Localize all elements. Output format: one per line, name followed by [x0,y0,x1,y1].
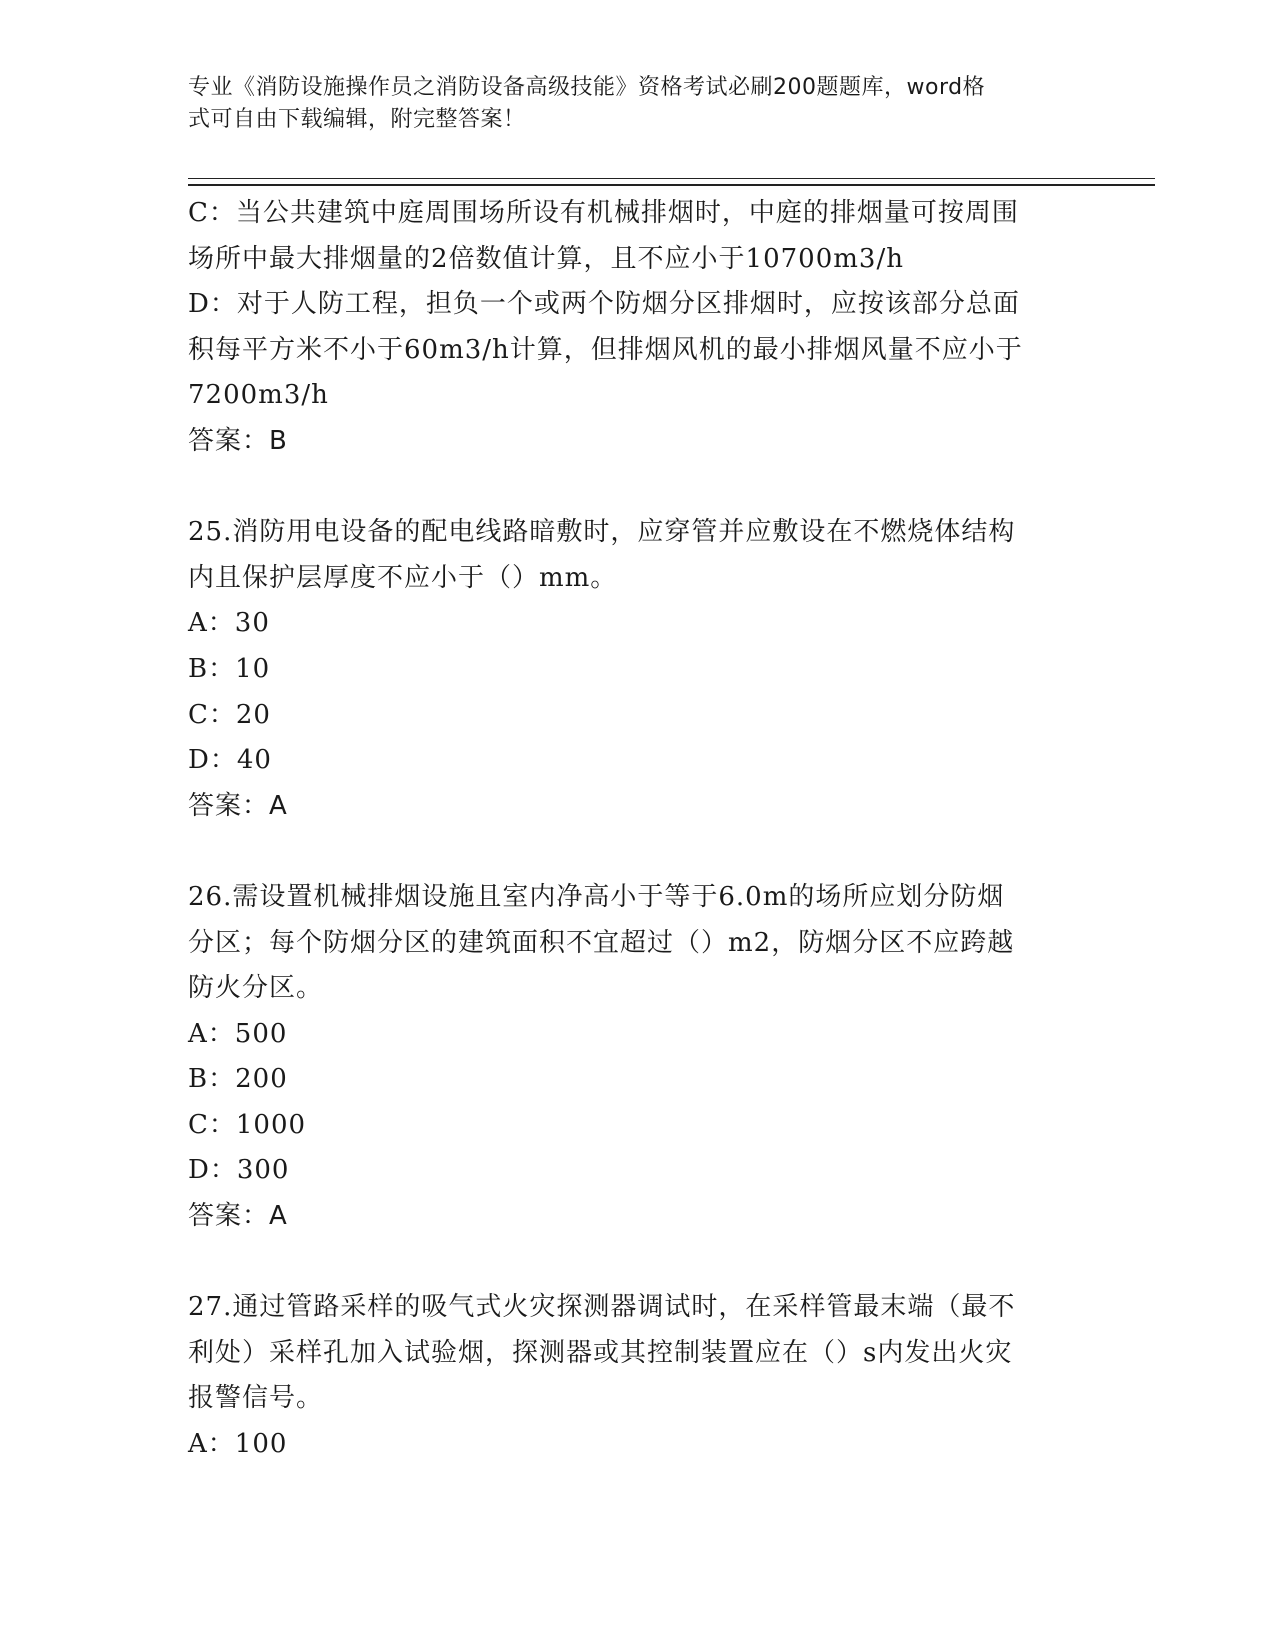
option-c: C：1000 [188,1109,307,1140]
option-b: B：10 [188,653,271,684]
option-d-line: 积每平方米不小于60m3/h计算，但排烟风机的最小排烟风量不应小于 [188,334,1023,365]
question-stem-line: 27.通过管路采样的吸气式火灾探测器调试时，在采样管最末端（最不 [188,1292,1016,1323]
question-stem-line: 报警信号。 [188,1383,324,1414]
spacer [188,465,1088,511]
option-d-line: 7200m3/h [188,380,329,411]
question-24-tail [188,191,1088,465]
question-stem-line: 分区；每个防烟分区的建筑面积不宜超过（）m2，防烟分区不应跨越 [188,927,1015,958]
spacer [188,829,1088,875]
answer-line: 答案：A [188,1201,288,1232]
header-divider-thick [188,184,1155,186]
option-c-line: C：当公共建筑中庭周围场所设有机械排烟时，中庭的排烟量可按周围 [188,198,1019,228]
question-stem-line: 利处）采样孔加入试验烟，探测器或其控制装置应在（）s内发出火灾 [188,1337,1013,1368]
document-header [188,72,1088,136]
question-27 [188,1285,1088,1467]
question-26 [188,875,1088,1240]
answer-line: 答案：A [188,790,288,821]
option-c-line: 场所中最大排烟量的2倍数值计算，且不应小于10700m3/h [188,243,904,274]
option-b: B：200 [188,1064,288,1095]
spacer [188,1240,1088,1286]
option-c: C：20 [188,699,271,730]
option-d: D：40 [188,745,272,776]
header-divider-thin [188,178,1155,179]
header-line: 专业《消防设施操作员之消防设备高级技能》资格考试必刷200题题库，word格 [188,75,986,100]
question-stem-line: 26.需设置机械排烟设施且室内净高小于等于6.0m的场所应划分防烟 [188,881,1005,912]
option-a: A：30 [188,608,270,639]
option-d: D：300 [188,1155,290,1186]
header-line: 式可自由下载编辑，附完整答案！ [188,107,526,132]
question-stem-line: 内且保护层厚度不应小于（）mm。 [188,562,618,593]
option-a: A：500 [188,1018,288,1049]
option-d-line: D：对于人防工程，担负一个或两个防烟分区排烟时，应按该部分总面 [188,289,1020,320]
question-stem-line: 25.消防用电设备的配电线路暗敷时，应穿管并应敷设在不燃烧体结构 [188,517,1016,548]
question-25 [188,510,1088,829]
answer-line: 答案：B [188,425,288,456]
option-a: A：100 [188,1429,288,1460]
question-stem-line: 防火分区。 [188,973,324,1004]
question-content [188,191,1088,1468]
